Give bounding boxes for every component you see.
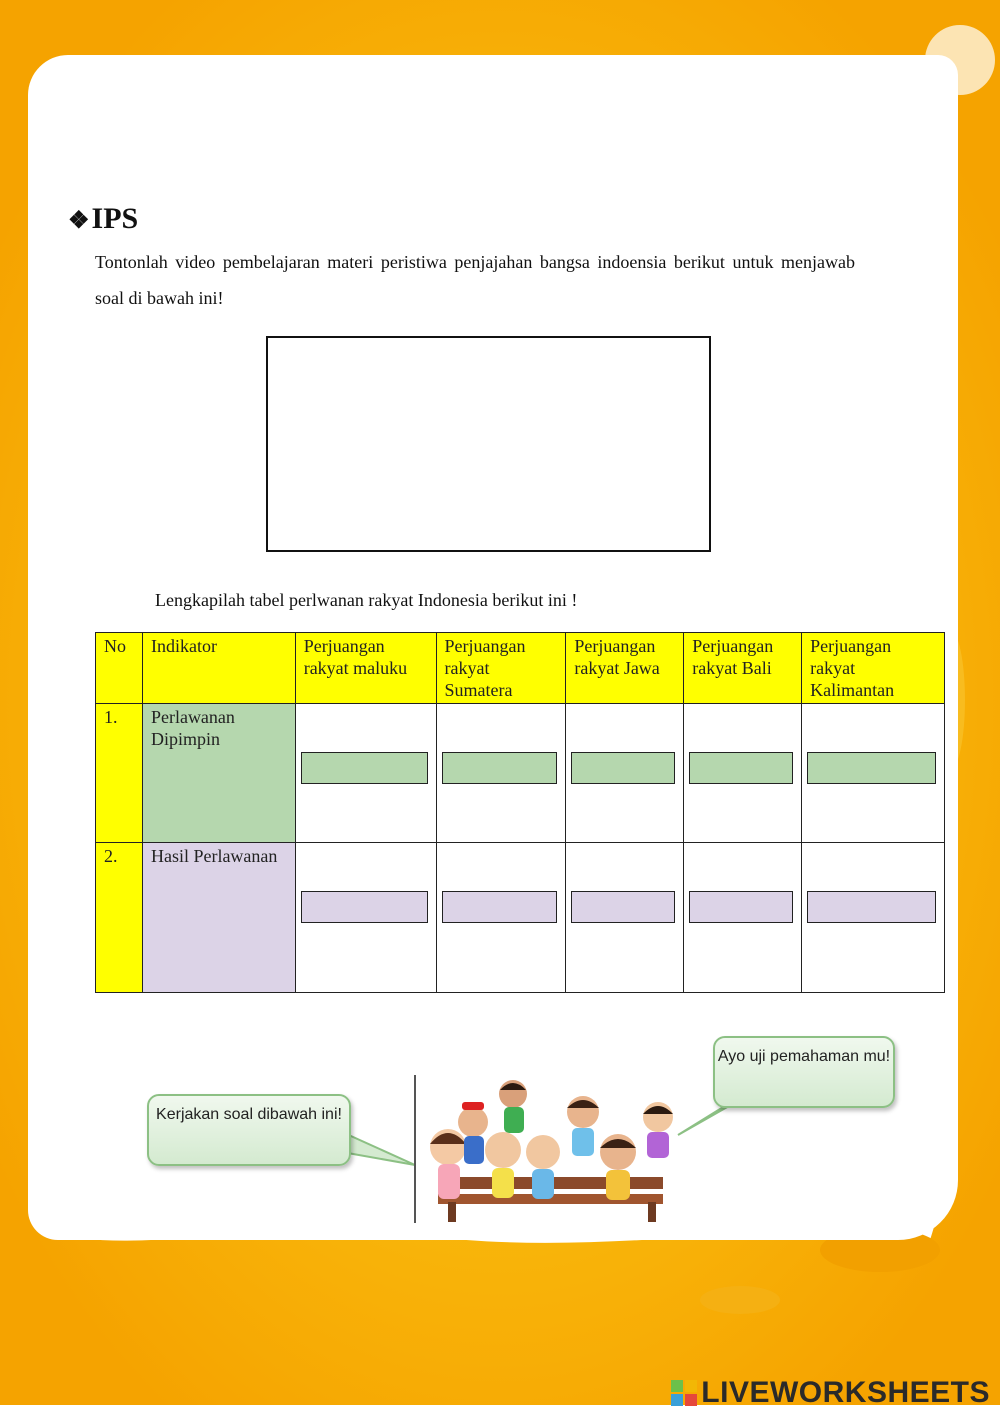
liveworksheets-brand <box>671 1376 990 1410</box>
answer-input-sumatera-result[interactable] <box>442 891 558 923</box>
answer-cell <box>436 843 566 993</box>
header-kalimantan: Perjuangan rakyat Kalimantan <box>802 633 945 704</box>
answer-input-maluku-leader[interactable] <box>301 752 428 784</box>
header-indikator: Indikator <box>142 633 295 704</box>
answer-cell <box>802 704 945 843</box>
row-number: 2. <box>96 843 143 993</box>
section-title: IPS <box>91 202 139 235</box>
answer-input-jawa-leader[interactable] <box>571 752 675 784</box>
row-indicator: Perlawanan Dipimpin <box>142 704 295 843</box>
answer-cell <box>295 843 436 993</box>
section-heading <box>68 202 138 236</box>
answer-cell <box>684 843 802 993</box>
bubble-left-tail-icon <box>340 1130 420 1170</box>
table-row <box>96 843 945 993</box>
table-instruction: Lengkapilah tabel perlwanan rakyat Indonesia berikut ini ! <box>155 590 578 610</box>
row-number: 1. <box>96 704 143 843</box>
video-embed[interactable] <box>266 336 711 552</box>
answer-cell <box>295 704 436 843</box>
answer-input-jawa-result[interactable] <box>571 891 675 923</box>
diamond-bullet-icon: ❖ <box>68 208 90 234</box>
answer-input-kalimantan-leader[interactable] <box>807 752 936 784</box>
vertical-divider <box>414 1075 416 1223</box>
brand-name: LIVEWORKSHEETS <box>701 1376 990 1409</box>
resistance-table <box>95 632 945 993</box>
speech-bubble-right: Ayo uji pemahaman mu! <box>713 1036 895 1108</box>
row-indicator: Hasil Perlawanan <box>142 843 295 993</box>
answer-input-kalimantan-result[interactable] <box>807 891 936 923</box>
answer-cell <box>684 704 802 843</box>
header-sumatera: Perjuangan rakyat Sumatera <box>436 633 566 704</box>
answer-cell <box>436 704 566 843</box>
answer-input-maluku-result[interactable] <box>301 891 428 923</box>
liveworksheets-logo-icon <box>671 1380 697 1406</box>
speech-bubble-left: Kerjakan soal dibawah ini! <box>147 1094 351 1166</box>
table-header-row <box>96 633 945 704</box>
answer-input-sumatera-leader[interactable] <box>442 752 558 784</box>
answer-cell <box>802 843 945 993</box>
header-maluku: Perjuangan rakyat maluku <box>295 633 436 704</box>
answer-input-bali-leader[interactable] <box>689 752 793 784</box>
answer-cell <box>566 843 684 993</box>
header-jawa: Perjuangan rakyat Jawa <box>566 633 684 704</box>
cartoon-kids-illustration <box>418 1072 678 1224</box>
intro-text: Tontonlah video pembelajaran materi peristiwa penjajahan bangsa indoensia berikut untuk menjawab soal di bawah ini! <box>95 252 855 308</box>
answer-input-bali-result[interactable] <box>689 891 793 923</box>
header-bali: Perjuangan rakyat Bali <box>684 633 802 704</box>
answer-cell <box>566 704 684 843</box>
table-row <box>96 704 945 843</box>
header-no: No <box>96 633 143 704</box>
